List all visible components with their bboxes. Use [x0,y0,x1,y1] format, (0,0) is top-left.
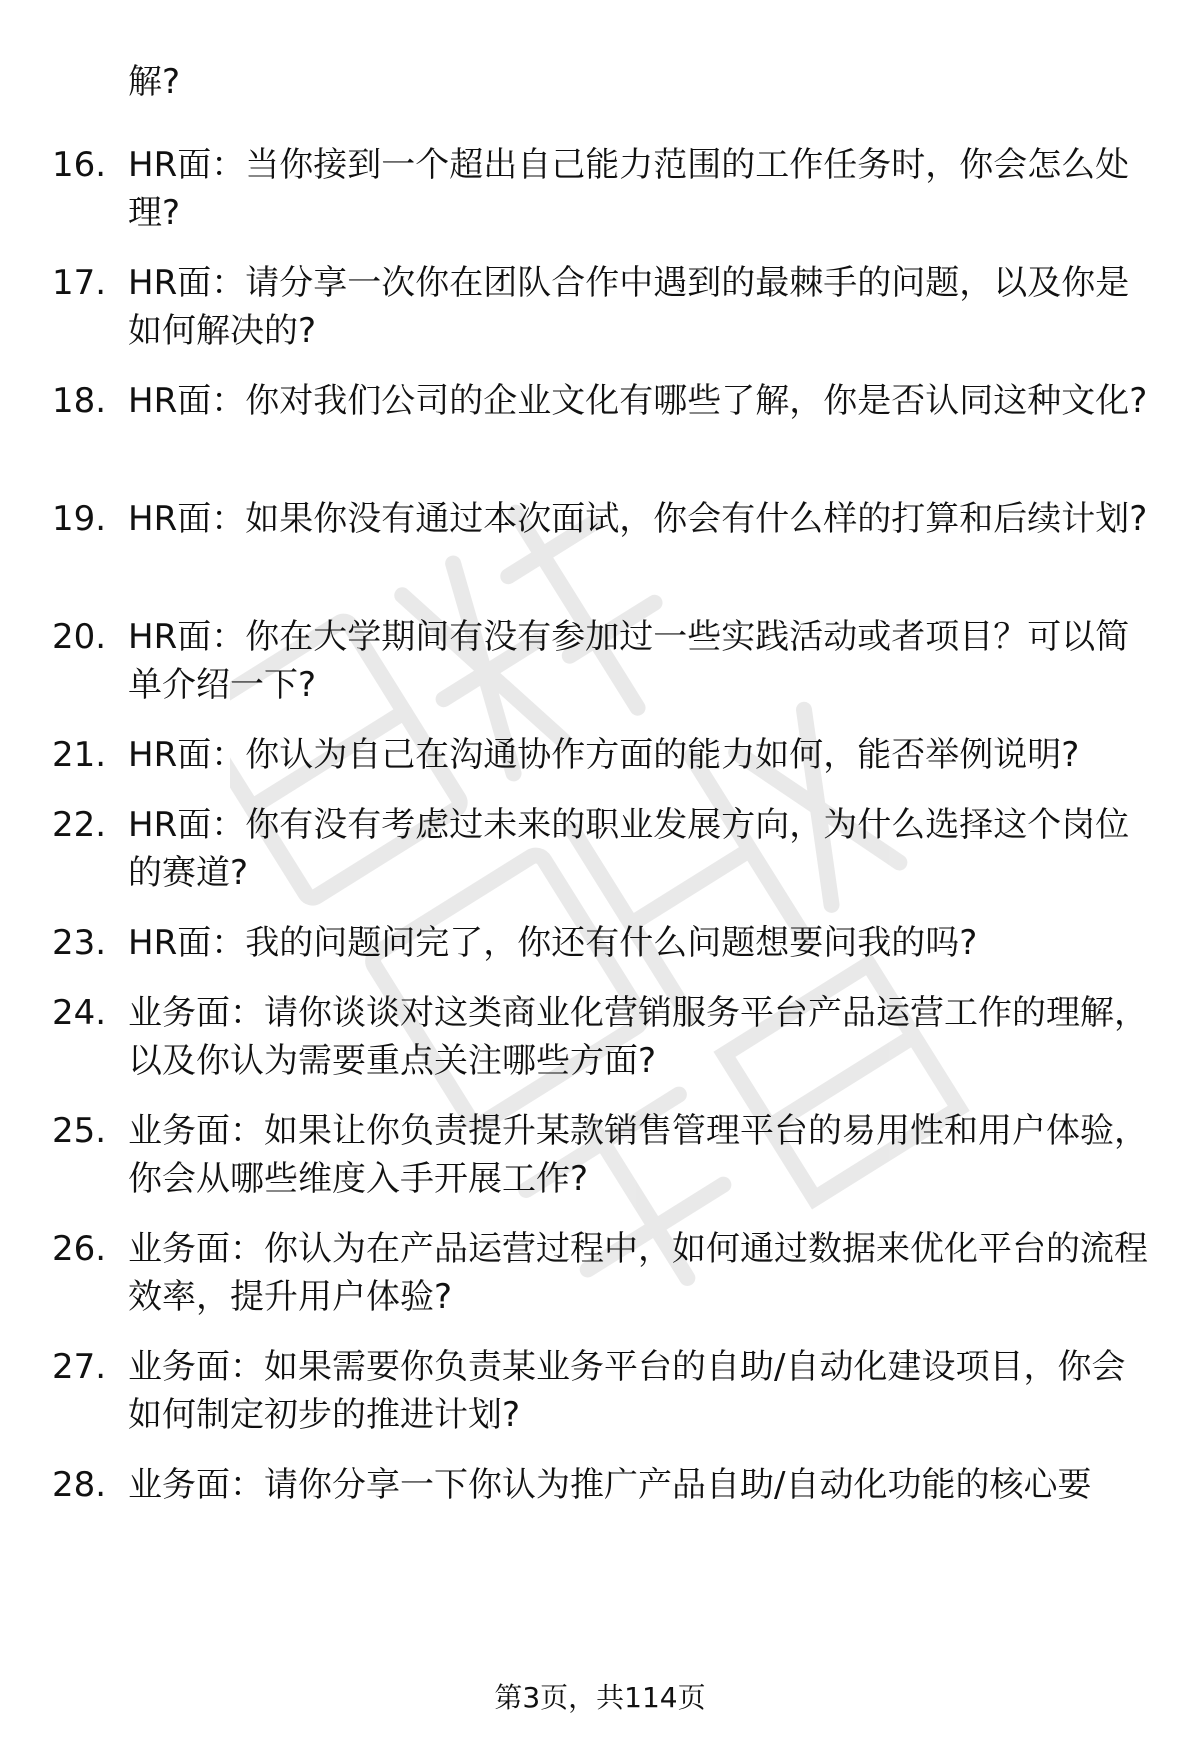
question-text: 业务面：如果让你负责提升某款销售管理平台的易用性和用户体验，你会从哪些维度入手开展工作? [128,1111,1148,1199]
question-text: HR面：请分享一次你在团队合作中遇到的最棘手的问题，以及你是如何解决的? [128,263,1130,351]
question-text: HR面：你在大学期间有没有参加过一些实践活动或者项目？可以简单介绍一下? [128,617,1130,705]
question-text: HR面：如果你没有通过本次面试，你会有什么样的打算和后续计划? [128,499,1148,539]
question-item-20 [0,613,1200,731]
question-number: 19. [52,499,107,539]
question-item-21 [0,731,1200,801]
question-item-24 [0,989,1200,1107]
question-item-23 [0,919,1200,989]
question-text: HR面：你有没有考虑过未来的职业发展方向，为什么选择这个岗位的赛道? [128,805,1130,893]
question-item-18 [0,377,1200,495]
question-number: 24. [52,993,107,1033]
question-text: 业务面：你认为在产品运营过程中，如何通过数据来优化平台的流程效率，提升用户体验? [128,1229,1148,1317]
question-number: 20. [52,617,107,657]
question-number: 27. [52,1347,107,1387]
question-text: HR面：我的问题问完了，你还有什么问题想要问我的吗? [128,923,978,963]
question-item-16 [0,141,1200,259]
question-item-19 [0,495,1200,613]
continued-question-text: 解? [128,62,181,102]
question-number: 25. [52,1111,107,1151]
question-number: 28. [52,1465,107,1505]
question-text: HR面：你认为自己在沟通协作方面的能力如何，能否举例说明? [128,735,1080,775]
question-text: 业务面：请你谈谈对这类商业化营销服务平台产品运营工作的理解，以及你认为需要重点关注哪些方面? [128,993,1148,1081]
question-number: 23. [52,923,107,963]
question-text: HR面：当你接到一个超出自己能力范围的工作任务时，你会怎么处理? [128,145,1130,233]
question-item-28 [0,1461,1200,1521]
question-number: 21. [52,735,107,775]
question-item-17 [0,259,1200,377]
question-number: 16. [52,145,107,185]
question-item-25 [0,1107,1200,1225]
page-footer: 第3页，共114页 [494,1681,706,1714]
question-list [0,141,1200,1521]
question-text: 业务面：如果需要你负责某业务平台的自助/自动化建设项目，你会如何制定初步的推进计划? [128,1347,1126,1435]
question-item-22 [0,801,1200,919]
question-item-26 [0,1225,1200,1343]
question-number: 26. [52,1229,107,1269]
question-number: 22. [52,805,107,845]
question-text: 业务面：请你分享一下你认为推广产品自助/自动化功能的核心要 [128,1465,1092,1505]
question-number: 17. [52,263,107,303]
question-text: HR面：你对我们公司的企业文化有哪些了解，你是否认同这种文化? [128,381,1148,421]
question-item-27 [0,1343,1200,1461]
question-number: 18. [52,381,107,421]
